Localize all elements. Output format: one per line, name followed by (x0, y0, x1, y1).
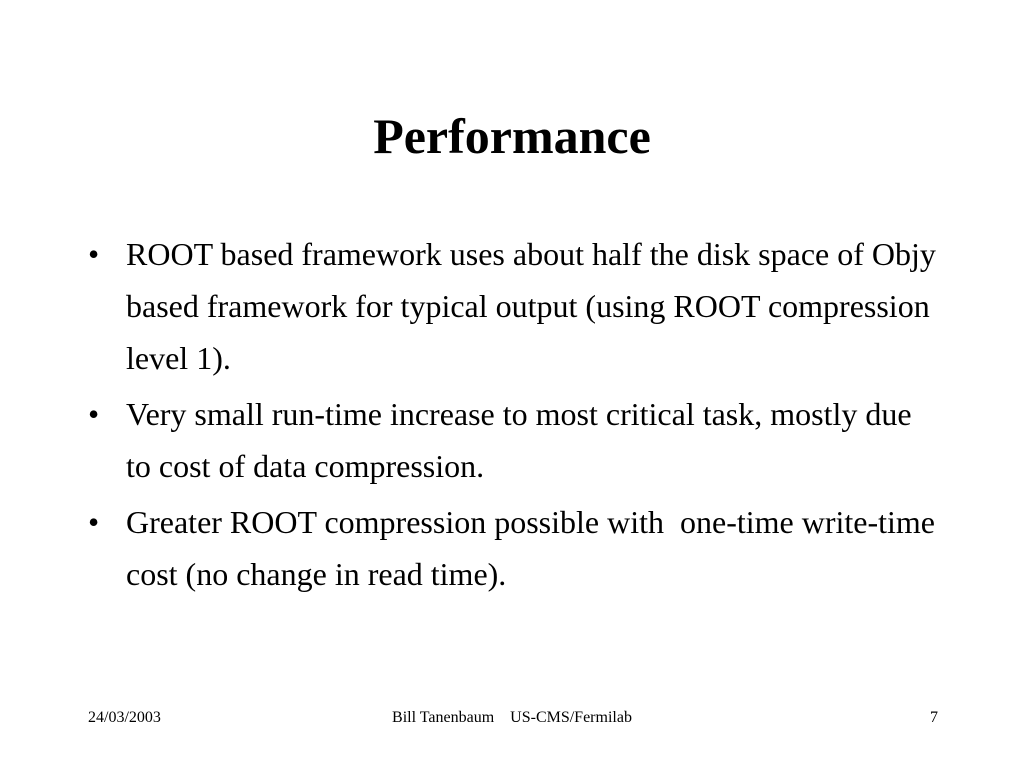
bullet-item (82, 228, 942, 384)
bullet-item (82, 496, 942, 600)
slide-title: Performance (373, 108, 651, 164)
page-number: 7 (930, 709, 938, 726)
bullet-icon: • (88, 396, 100, 432)
bullet-icon: • (88, 504, 100, 540)
bullet-icon: • (88, 236, 100, 272)
bullet-list (82, 228, 942, 604)
footer-author: Bill Tanenbaum US-CMS/Fermilab (392, 709, 632, 726)
bullet-text: ROOT based framework uses about half the disk space of Objy based framework for typical output (using ROOT compression level 1). (126, 236, 944, 376)
bullet-text: Greater ROOT compression possible with one-time write-time cost (no change in read time). (126, 504, 943, 592)
bullet-item (82, 388, 942, 492)
bullet-text: Very small run-time increase to most critical task, mostly due to cost of data compression. (126, 396, 920, 484)
footer-date: 24/03/2003 (88, 709, 161, 726)
